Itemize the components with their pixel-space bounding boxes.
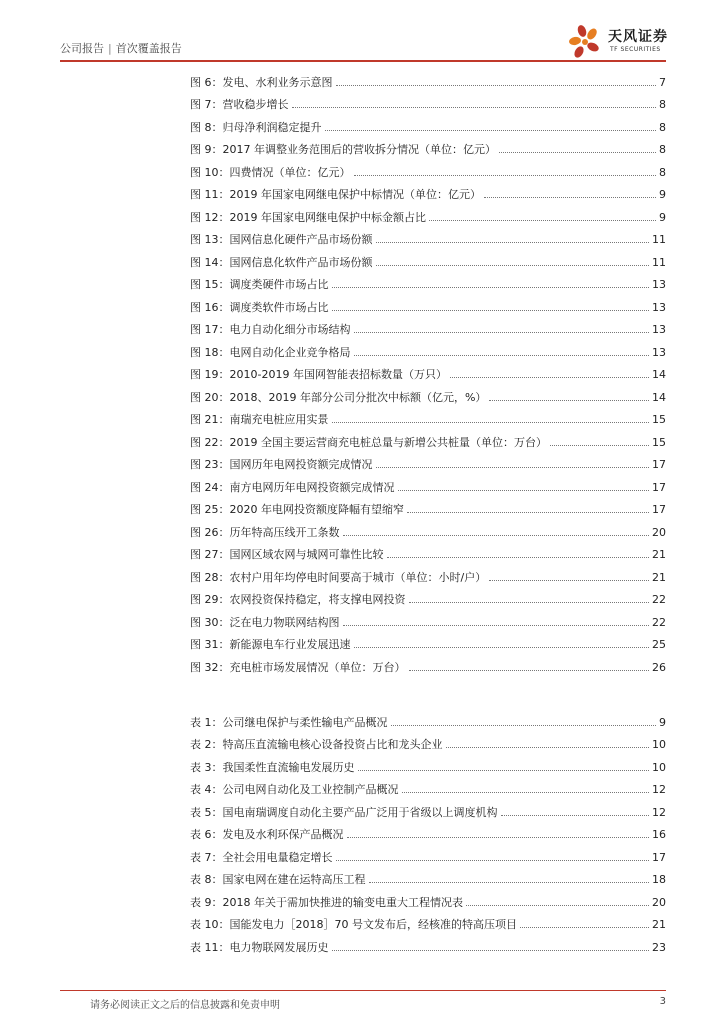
figure-entry-page[interactable]: 17 (652, 503, 666, 516)
figure-entry-page[interactable]: 11 (652, 255, 666, 269)
dot-leader (336, 85, 657, 86)
dot-leader (332, 310, 650, 311)
table-entry-page[interactable]: 18 (652, 873, 666, 886)
table-entry-page[interactable]: 16 (652, 828, 666, 841)
table-entry-page[interactable]: 23 (652, 940, 666, 954)
figure-entry-label[interactable]: 图 28：农村户用年均停电时间要高于城市（单位：小时/户） (190, 570, 487, 584)
figure-entry-page[interactable]: 15 (652, 413, 666, 426)
figure-entry-label[interactable]: 图 17：电力自动化细分市场结构 (190, 323, 351, 336)
table-entry[interactable] (190, 842, 666, 865)
table-entry-label[interactable]: 表 6：发电及水利环保产品概况 (190, 828, 344, 841)
table-entry-label[interactable]: 表 3：我国柔性直流输电发展历史 (190, 760, 355, 774)
figure-list (190, 67, 666, 675)
figure-entry[interactable] (190, 180, 666, 203)
figure-entry-page[interactable]: 15 (652, 435, 666, 449)
table-entry[interactable] (190, 910, 666, 933)
table-entry-label[interactable]: 表 5：国电南瑞调度自动化主要产品广泛用于省级以上调度机构 (190, 805, 498, 819)
figure-entry-label[interactable]: 图 15：调度类硬件市场占比 (190, 278, 329, 291)
table-entry[interactable] (190, 775, 666, 798)
dot-leader (369, 882, 650, 883)
figure-entry-label[interactable]: 图 8：归母净利润稳定提升 (190, 120, 322, 134)
table-entry-page[interactable]: 10 (652, 760, 666, 774)
dot-leader (520, 927, 649, 928)
figure-entry-label[interactable]: 图 20：2018、2019 年部分公司分批次中标额（亿元，%） (190, 390, 487, 404)
figure-entry[interactable] (190, 337, 666, 360)
figure-entry-label[interactable]: 图 14：国网信息化软件产品市场份额 (190, 255, 373, 269)
figure-entry-page[interactable]: 13 (652, 323, 666, 336)
dot-leader (358, 770, 650, 771)
figure-entry-page[interactable]: 8 (659, 98, 666, 111)
figure-entry[interactable] (190, 225, 666, 248)
table-entry-label[interactable]: 表 8：国家电网在建在运特高压工程 (190, 873, 366, 886)
figure-entry-label[interactable]: 图 16：调度类软件市场占比 (190, 300, 329, 314)
figure-entry[interactable] (190, 382, 666, 405)
dot-leader (387, 557, 650, 558)
figure-entry[interactable] (190, 157, 666, 180)
figure-entry[interactable] (190, 652, 666, 675)
table-entry-page[interactable]: 12 (652, 805, 666, 819)
figure-entry-label[interactable]: 图 19：2010-2019 年国网智能表招标数量（万只） (190, 368, 447, 381)
figure-entry[interactable] (190, 292, 666, 315)
footer-disclaimer: 请务必阅读正文之后的信息披露和免责申明 (90, 1000, 280, 1011)
dot-leader (332, 422, 650, 423)
figure-entry-page[interactable]: 14 (652, 390, 666, 404)
figure-entry[interactable] (190, 607, 666, 630)
dot-leader (407, 512, 649, 513)
dot-leader (429, 220, 656, 221)
figure-entry-page[interactable]: 13 (652, 300, 666, 314)
dot-leader (489, 400, 649, 401)
table-list (190, 707, 666, 955)
figure-entry[interactable] (190, 540, 666, 563)
figure-entry-page[interactable]: 8 (659, 143, 666, 156)
figure-entry-page[interactable]: 9 (659, 188, 666, 201)
figure-entry[interactable] (190, 112, 666, 135)
dot-leader (450, 377, 649, 378)
figure-entry[interactable] (190, 427, 666, 450)
table-entry-page[interactable]: 20 (652, 895, 666, 909)
figure-entry-page[interactable]: 8 (659, 165, 666, 179)
figure-entry-label[interactable]: 图 26：历年特高压线开工条数 (190, 525, 340, 539)
dot-leader (489, 580, 649, 581)
figure-entry-label[interactable]: 图 7：营收稳步增长 (190, 98, 289, 111)
dot-leader (354, 332, 650, 333)
table-entry-label[interactable]: 表 10：国能发电力［2018］70 号文发布后，经核准的特高压项目 (190, 918, 517, 931)
dot-leader (354, 355, 650, 356)
dot-leader (398, 490, 650, 491)
figure-entry-label[interactable]: 图 21：南瑞充电桩应用实景 (190, 413, 329, 426)
report-category: 公司报告 (60, 42, 104, 55)
figure-entry[interactable] (190, 135, 666, 158)
table-entry-page[interactable]: 10 (652, 738, 666, 751)
dot-leader (466, 905, 649, 906)
figure-entry[interactable] (190, 472, 666, 495)
table-entry-label[interactable]: 表 7：全社会用电量稳定增长 (190, 850, 333, 864)
figure-entry-page[interactable]: 22 (652, 615, 666, 629)
figure-entry-page[interactable]: 25 (652, 638, 666, 651)
figure-entry-page[interactable]: 9 (659, 210, 666, 224)
dot-leader (343, 535, 650, 536)
figure-entry[interactable] (190, 247, 666, 270)
figure-entry[interactable] (190, 67, 666, 90)
figure-entry-label[interactable]: 图 11：2019 年国家电网继电保护中标情况（单位：亿元） (190, 188, 481, 201)
figure-entry-page[interactable]: 20 (652, 525, 666, 539)
company-logo (566, 22, 676, 62)
dot-leader (376, 242, 650, 243)
figure-entry-page[interactable]: 17 (652, 480, 666, 494)
figure-entry-page[interactable]: 11 (652, 233, 666, 246)
table-entry-label[interactable]: 表 9：2018 年关于需加快推进的输变电重大工程情况表 (190, 895, 463, 909)
dot-leader (499, 152, 656, 153)
dot-leader (376, 265, 650, 266)
table-entry[interactable] (190, 707, 666, 730)
dot-leader (332, 950, 650, 951)
figure-entry-label[interactable]: 图 24：南方电网历年电网投资额完成情况 (190, 480, 395, 494)
figure-entry-label[interactable]: 图 6：发电、水利业务示意图 (190, 75, 333, 89)
figure-entry-label[interactable]: 图 31：新能源电车行业发展迅速 (190, 638, 351, 651)
figure-entry-label[interactable]: 图 30：泛在电力物联网结构图 (190, 615, 340, 629)
dot-leader (325, 130, 657, 131)
dot-leader (332, 287, 650, 288)
table-entry-page[interactable]: 21 (652, 918, 666, 931)
figure-entry[interactable] (190, 360, 666, 383)
dot-leader (501, 815, 650, 816)
flower-logo-icon (566, 22, 606, 62)
table-entry[interactable] (190, 797, 666, 820)
figure-entry[interactable] (190, 450, 666, 473)
figure-entry-label[interactable]: 图 12：2019 年国家电网继电保护中标金额占比 (190, 210, 426, 224)
table-entry-page[interactable]: 9 (659, 715, 666, 729)
page-number: 3 (659, 996, 666, 1007)
footer-divider (60, 990, 666, 991)
header-separator: | (108, 42, 112, 55)
figure-entry-page[interactable]: 13 (652, 345, 666, 359)
dot-leader (343, 625, 650, 626)
dot-leader (550, 445, 649, 446)
figure-entry[interactable] (190, 202, 666, 225)
figure-entry-page[interactable]: 21 (652, 548, 666, 561)
dot-leader (409, 602, 650, 603)
table-entry[interactable] (190, 730, 666, 753)
figure-entry[interactable] (190, 630, 666, 653)
figure-entry-page[interactable]: 14 (652, 368, 666, 381)
figure-entry-page[interactable]: 21 (652, 570, 666, 584)
table-entry-label[interactable]: 表 1：公司继电保护与柔性输电产品概况 (190, 715, 388, 729)
dot-leader (347, 837, 650, 838)
figure-entry-label[interactable]: 图 27：国网区域农网与城网可靠性比较 (190, 548, 384, 561)
figure-entry[interactable] (190, 517, 666, 540)
figure-entry[interactable] (190, 405, 666, 428)
figure-entry-label[interactable]: 图 29：农网投资保持稳定，将支撑电网投资 (190, 593, 406, 606)
figure-entry[interactable] (190, 315, 666, 338)
figure-entry-page[interactable]: 26 (652, 660, 666, 674)
figure-entry[interactable] (190, 90, 666, 113)
dot-leader (391, 725, 657, 726)
figure-entry[interactable] (190, 495, 666, 518)
figure-entry-label[interactable]: 图 23：国网历年电网投资额完成情况 (190, 458, 373, 471)
dot-leader (354, 175, 657, 176)
table-entry-page[interactable]: 12 (652, 783, 666, 796)
dot-leader (484, 197, 656, 198)
figure-entry-page[interactable]: 17 (652, 458, 666, 471)
figure-entry-label[interactable]: 图 13：国网信息化硬件产品市场份额 (190, 233, 373, 246)
figure-entry-page[interactable]: 7 (659, 75, 666, 89)
figure-entry-label[interactable]: 图 9：2017 年调整业务范围后的营收拆分情况（单位：亿元） (190, 143, 496, 156)
dot-leader (409, 670, 650, 671)
table-entry[interactable] (190, 887, 666, 910)
dot-leader (292, 107, 657, 108)
report-type: 首次覆盖报告 (115, 42, 182, 55)
figure-entry[interactable] (190, 270, 666, 293)
dot-leader (354, 647, 650, 648)
figure-entry-page[interactable]: 8 (659, 120, 666, 134)
table-entry-page[interactable]: 17 (652, 850, 666, 864)
header-divider (60, 60, 666, 62)
dot-leader (402, 792, 650, 793)
dot-leader (336, 860, 650, 861)
figure-entry-label[interactable]: 图 22：2019 全国主要运营商充电桩总量与新增公共桩量（单位：万台） (190, 435, 547, 449)
figure-entry-label[interactable]: 图 10：四费情况（单位：亿元） (190, 165, 351, 179)
figure-entry[interactable] (190, 585, 666, 608)
table-entry-label[interactable]: 表 4：公司电网自动化及工业控制产品概况 (190, 783, 399, 796)
figure-entry-page[interactable]: 13 (652, 278, 666, 291)
table-entry-label[interactable]: 表 2：特高压直流输电核心设备投资占比和龙头企业 (190, 738, 443, 751)
table-entry[interactable] (190, 932, 666, 955)
figure-entry-label[interactable]: 图 25：2020 年电网投资额度降幅有望缩窄 (190, 503, 404, 516)
logo-brand-name: 天风证券 (608, 29, 668, 45)
figure-entry[interactable] (190, 562, 666, 585)
table-entry[interactable] (190, 752, 666, 775)
table-entry[interactable] (190, 820, 666, 843)
table-entry-label[interactable]: 表 11：电力物联网发展历史 (190, 940, 329, 954)
figure-entry-label[interactable]: 图 32：充电桩市场发展情况（单位：万台） (190, 660, 406, 674)
table-entry[interactable] (190, 865, 666, 888)
report-header (60, 40, 182, 56)
logo-brand-sub: TF SECURITIES (610, 46, 661, 53)
dot-leader (446, 747, 650, 748)
figure-entry-page[interactable]: 22 (652, 593, 666, 606)
dot-leader (376, 467, 650, 468)
figure-entry-label[interactable]: 图 18：电网自动化企业竞争格局 (190, 345, 351, 359)
